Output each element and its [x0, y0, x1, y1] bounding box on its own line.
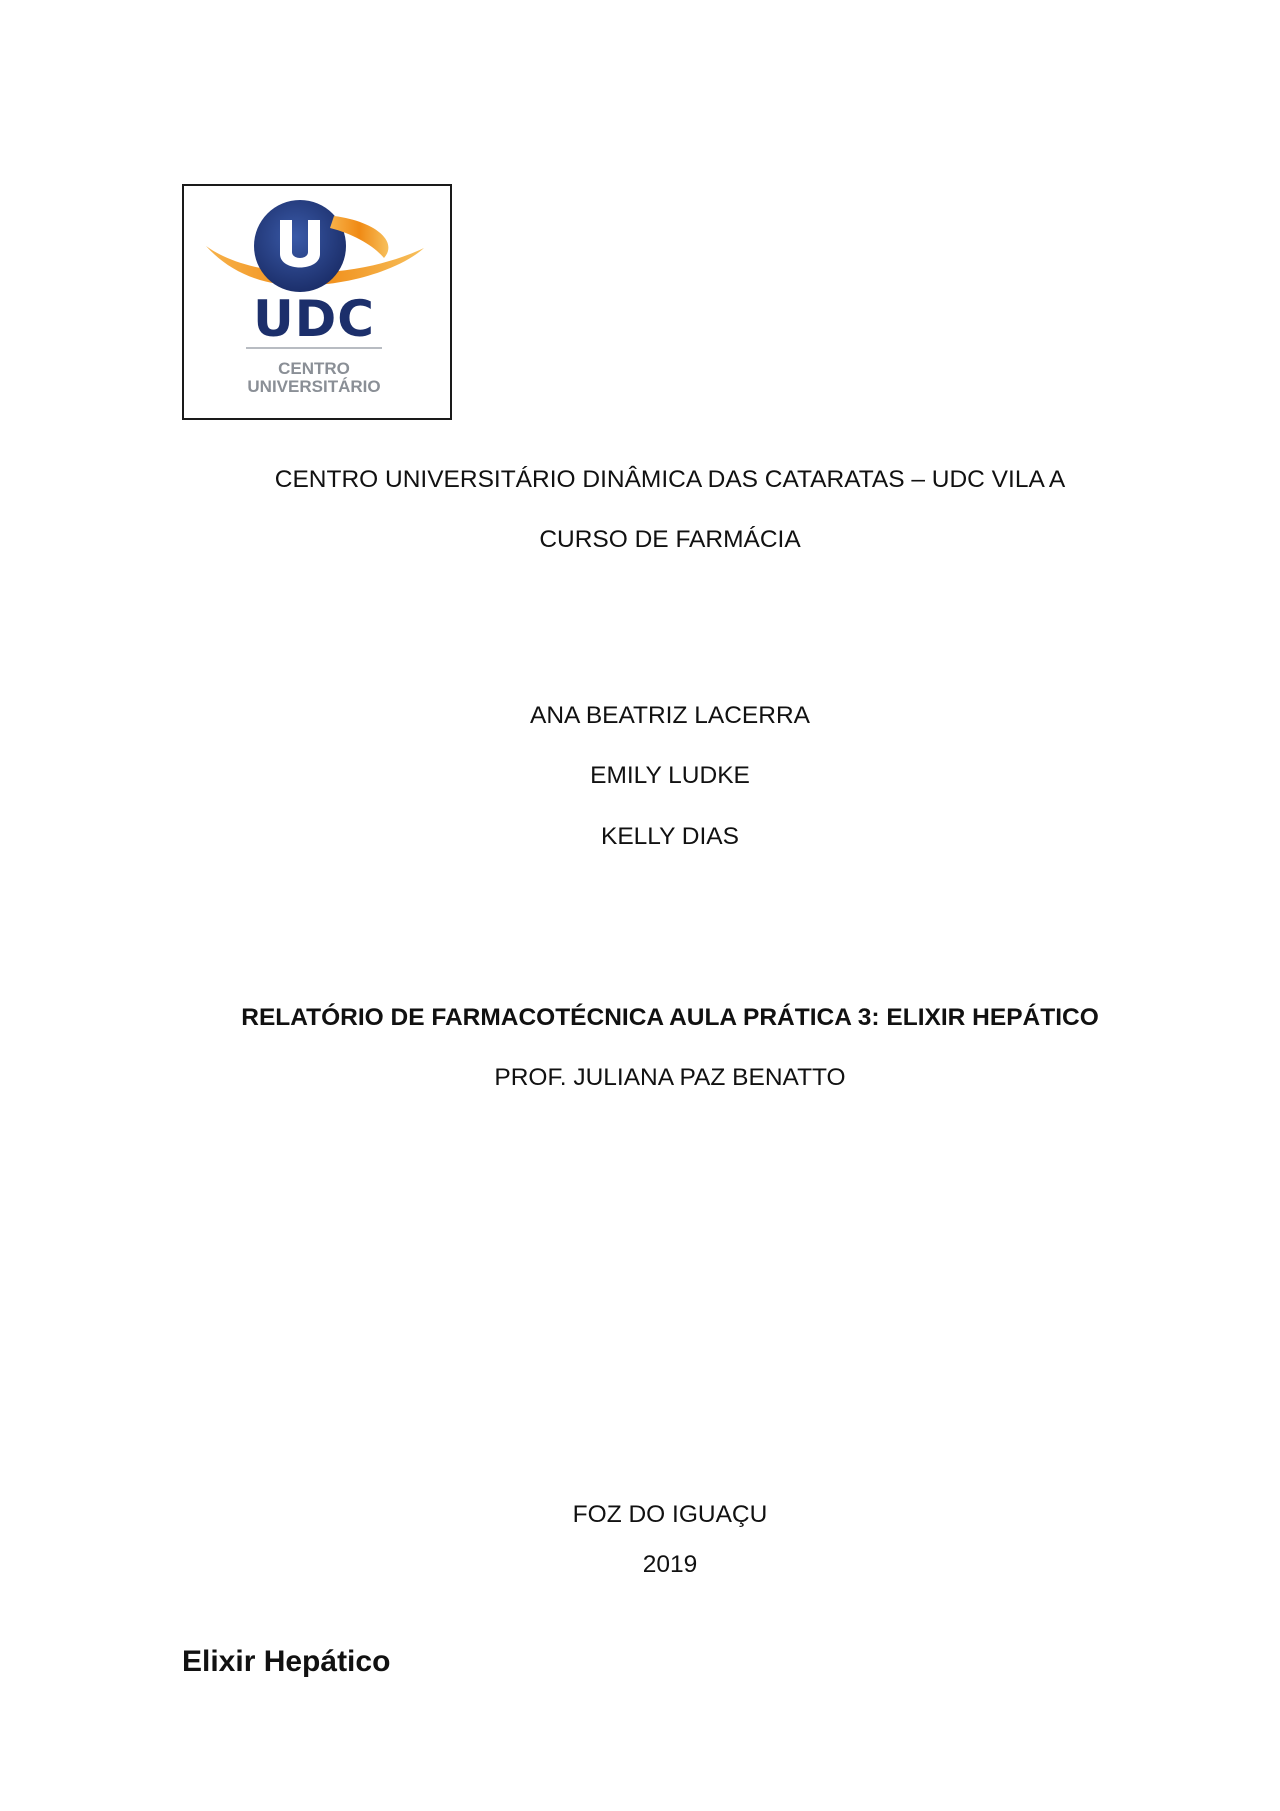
- globe-shape: [254, 200, 346, 292]
- section-heading: Elixir Hepático: [182, 1645, 391, 1678]
- institution-logo: [182, 184, 452, 420]
- year: 2019: [642, 1551, 698, 1578]
- author-name: ANA BEATRIZ LACERRA: [529, 702, 810, 729]
- city: FOZ DO IGUAÇU: [572, 1501, 768, 1528]
- report-title: RELATÓRIO DE FARMACOTÉCNICA AULA PRÁTICA 3: ELIXIR HEPÁTICO: [241, 1004, 1099, 1031]
- author-name: EMILY LUDKE: [590, 762, 750, 789]
- author-name: KELLY DIAS: [600, 823, 739, 850]
- professor-name: PROF. JULIANA PAZ BENATTO: [494, 1064, 846, 1091]
- course-name: CURSO DE FARMÁCIA: [539, 526, 801, 553]
- udc-logo-graphic: [184, 186, 450, 418]
- logo-line2: UNIVERSITÁRIO: [247, 377, 381, 396]
- logo-acronym: UDC: [253, 290, 375, 348]
- institution-name: CENTRO UNIVERSITÁRIO DINÂMICA DAS CATARATAS – UDC VILA A: [274, 466, 1066, 493]
- logo-line1: CENTRO: [278, 359, 350, 378]
